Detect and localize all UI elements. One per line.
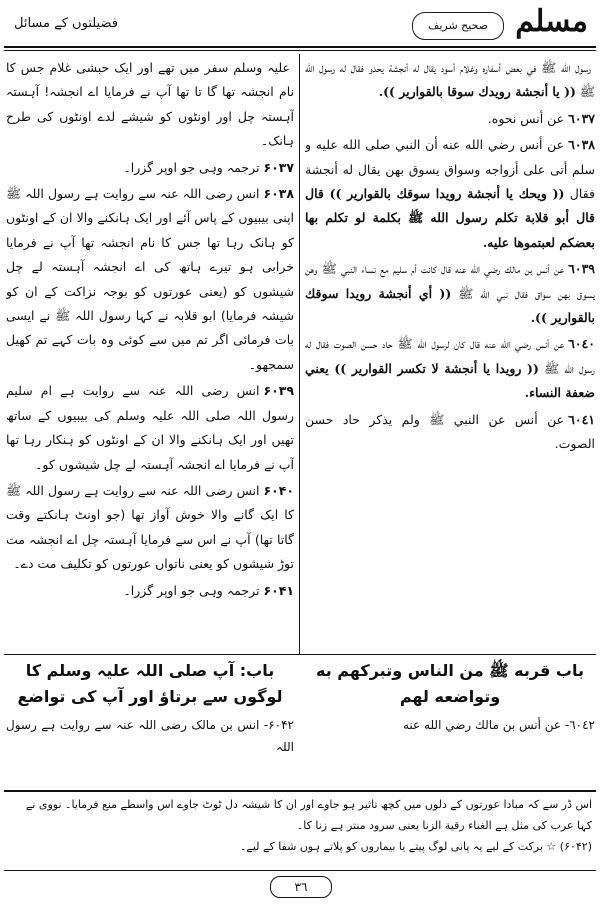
footnote: (۶۰۴۲) ☆ برکت کے لیے یہ پانی لوگ پیتے یا بیماروں کو پلاتے ہوں شفا کے لیے۔ [239, 840, 592, 853]
hadith-arabic [305, 107, 595, 131]
arabic-column [305, 56, 595, 654]
header-rule-secondary [4, 50, 596, 51]
translation-column [6, 56, 294, 654]
hadith-number: ۶۰۴۱ [263, 582, 294, 598]
hadith-number: ٦٠٣٧ [568, 110, 595, 126]
footnotes [8, 794, 592, 857]
hadith-translation [6, 379, 294, 477]
hadith-number: ٦٠٣٨ [568, 137, 595, 153]
hadith-number: ۶۰۴۰ [263, 482, 294, 498]
hadith-quote: (( ويحك يا أنجشة رويدا سوقك بالقوارير )) قال قال أبو قلابة تكلم رسول الله ﷺ بكلمة لو تكلم بها بعضكم لعبتموها عليه. [305, 186, 595, 250]
hadith-arabic [305, 257, 595, 330]
collection-badge: صحيح شريف [412, 12, 504, 40]
section-title: فضیلتوں کے مسائل [14, 16, 118, 31]
hadith-text: عن أنس نحوه. [487, 110, 565, 126]
header-rule [4, 46, 596, 48]
chapter-rule [4, 654, 596, 655]
hadith-text: ترجمہ وہی جو اوپر گزرا۔ [123, 159, 260, 175]
chapter-translation [6, 658, 294, 758]
hadith-number: ٦٠٤٠ [568, 336, 595, 352]
hadith-quote: (( أي أنجشة رويدا سوقك بالقوارير )). [305, 285, 595, 326]
hadith-text: انس رضی اللہ عنہ سے روایت ہے رسول اللہ ﷺ کا ایک گانے والا خوش آواز تھا (جو اونٹ ہانکتے وقت گاتا تھا) آپ نے اس سے فرمایا آہستہ چل اے انجشہ مت توڑ شیشوں کو یعنی ناتواں عورتوں کو تکلیف مت دے۔ [6, 482, 294, 572]
chapter-arabic [305, 658, 595, 736]
chapter-first-hadith-urdu: ۶۰۴۲- انس بن مالک رضی اللہ عنہ سے روایت ہے رسول اللہ [6, 718, 294, 754]
page-header [4, 4, 596, 50]
hadith-text: انس رضی اللہ عنہ سے روایت ہے ام سلیم رسول اللہ صلی اللہ علیہ وسلم کی بیبیوں کے ساتھ تھیں اور ایک ہانکنے والا ان کے اونٹوں کو ہنکار رہا تھا آپ نے فرمایا اے انجشہ آہستہ لے چل شیشوں کو۔ [6, 383, 294, 472]
column-divider [299, 54, 300, 654]
hadith-translation [6, 579, 294, 603]
hadith-arabic [305, 133, 595, 255]
hadith-number: ٦٠٣٩ [568, 261, 595, 277]
hadith-text: انس رضی اللہ عنہ سے روایت ہے رسول اللہ ﷺ اپنی بیبیوں کے پاس آئے اور ایک ہانکنے والا ان کے اونٹوں کو ہانک رہا تھا جس کا نام انجشہ تھا آپ نے فرمایا خرابی ہو تیرے ہاتھ کی اے انجشہ آہستہ لے چل شیشوں کو (یعنی عورتوں کو بوجہ نزاکت کے ان کو شیشہ فرمایا) ابو قلابہ نے کہا رسول اللہ ﷺ نے ایسی بات فرمائی اگر تم میں سے کوئی وہ بات کہے تم کھیل سمجھو۔ [6, 186, 294, 372]
hadith-number: ۶۰۳۸ [263, 186, 294, 202]
book-title: مسلم [515, 4, 588, 39]
hadith-number: ۶۰۳۹ [263, 383, 294, 399]
hadith-text: عن أنس بن مالك رضي الله عنه قال كانت أم سليم مع نساء النبي ﷺ وهن يسوق بهن سواق فقال نبي الله ﷺ [305, 261, 595, 301]
hadith-translation [6, 156, 294, 180]
hadith-text: رسول الله ﷺ في بعض أسفاره وغلام أسود يقال له أنجشة يحدو فقال له رسول الله ﷺ [305, 60, 595, 100]
footnote: اس ڈر سے کہ مبادا عورتوں کے دلوں میں کچھ تاثیر ہو جاوے اور ان کا شیشہ دل ٹوٹ جاوے اس واسطے منع فرمایا۔ نووی نے کہا عرب کی مثل ہے الغناء رقیة الزنا یعنی سرود منتر ہے زنا کا۔ [25, 798, 592, 832]
footnote-rule [4, 790, 596, 792]
chapter-first-hadith-arabic: ٦٠٤٢- عن أنس بن مالك رضي الله عنه [402, 718, 595, 732]
hadith-arabic [305, 56, 595, 105]
hadith-translation [6, 182, 294, 377]
hadith-number: ٦٠٤١ [568, 411, 595, 427]
hadith-number: ۶۰۳۷ [263, 159, 294, 175]
chapter-title-urdu: باب: آپ صلی اللہ علیہ وسلم کا لوگوں سے برتاؤ اور آپ کی تواضع [17, 661, 283, 706]
hadith-text: علیہ وسلم سفر میں تھے اور ایک حبشی غلام جس کا نام انجشہ تھا گا تا تھا آپ نے فرمایا اے انجشہ! آہستہ آہستہ چل اور اونٹوں کو شیشے لدے اونٹوں کی طرح ہانک۔ [6, 60, 294, 149]
hadith-arabic [305, 332, 595, 405]
hadith-text: عن أنس رضي الله عنه أن النبي صلى الله عليه و سلم أتى على أزواجه وسواق يسوق بهن يقال له أنجشة فقال [305, 137, 595, 202]
hadith-text: عن أنس عن النبي ﷺ ولم يذكر حاد حسن الصوت. [305, 411, 595, 452]
page-number: ٣٦ [270, 876, 332, 898]
hadith-arabic [305, 408, 595, 457]
hadith-quote: (( رويدا يا أنجشة لا تكسر القوارير )) يعني ضعفة النساء. [305, 360, 595, 401]
footer-rule [4, 870, 596, 871]
hadith-translation [6, 56, 294, 154]
chapter-title-arabic: باب قربه ﷺ من الناس وتبركهم به وتواضعه لهم [316, 661, 584, 706]
hadith-translation [6, 479, 294, 577]
hadith-text: ترجمہ وہی جو اوپر گزرا۔ [123, 582, 260, 598]
hadith-text: عن أنس رضي الله عنه قال كان لرسول الله ﷺ حاد حسن الصوت فقال له رسول الله ﷺ [305, 336, 595, 376]
hadith-quote: (( يا أنجشة رويدك سوقا بالقوارير )). [378, 84, 576, 100]
